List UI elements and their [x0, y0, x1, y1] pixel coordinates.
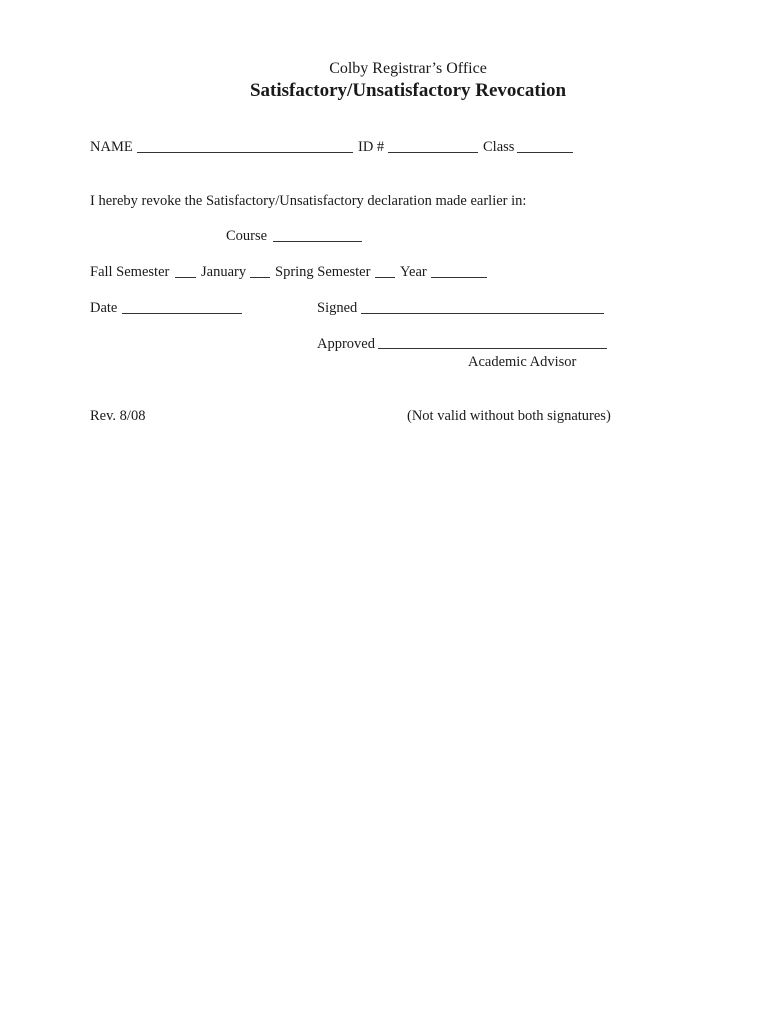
date-label: Date [90, 300, 118, 316]
approved-label: Approved [317, 336, 375, 352]
form-title: Satisfactory/Unsatisfactory Revocation [249, 80, 567, 101]
date-field[interactable] [122, 313, 242, 314]
year-label: Year [400, 264, 427, 280]
student-signature-field[interactable] [361, 313, 604, 314]
academic-advisor-caption: Academic Advisor [468, 354, 577, 370]
name-field[interactable] [137, 152, 353, 153]
signed-label: Signed [317, 300, 358, 316]
fall-semester-label: Fall Semester [90, 264, 170, 280]
name-label: NAME [90, 139, 133, 155]
class-field[interactable] [517, 152, 573, 153]
revision-label: Rev. 8/08 [90, 408, 146, 424]
revocation-statement: I hereby revoke the Satisfactory/Unsatisfactory declaration made earlier in: [90, 193, 527, 209]
course-label: Course [226, 228, 268, 244]
spring-semester-field[interactable] [375, 277, 395, 278]
january-field[interactable] [250, 277, 270, 278]
fall-semester-field[interactable] [175, 277, 196, 278]
id-field[interactable] [388, 152, 478, 153]
validity-note: (Not valid without both signatures) [407, 408, 611, 424]
year-field[interactable] [431, 277, 487, 278]
course-field[interactable] [273, 241, 362, 242]
id-label: ID # [358, 139, 385, 155]
class-label: Class [483, 139, 515, 155]
spring-semester-label: Spring Semester [275, 264, 371, 280]
registrar-office-heading: Colby Registrar’s Office [329, 60, 487, 77]
advisor-signature-field[interactable] [378, 348, 607, 349]
january-label: January [201, 264, 247, 280]
